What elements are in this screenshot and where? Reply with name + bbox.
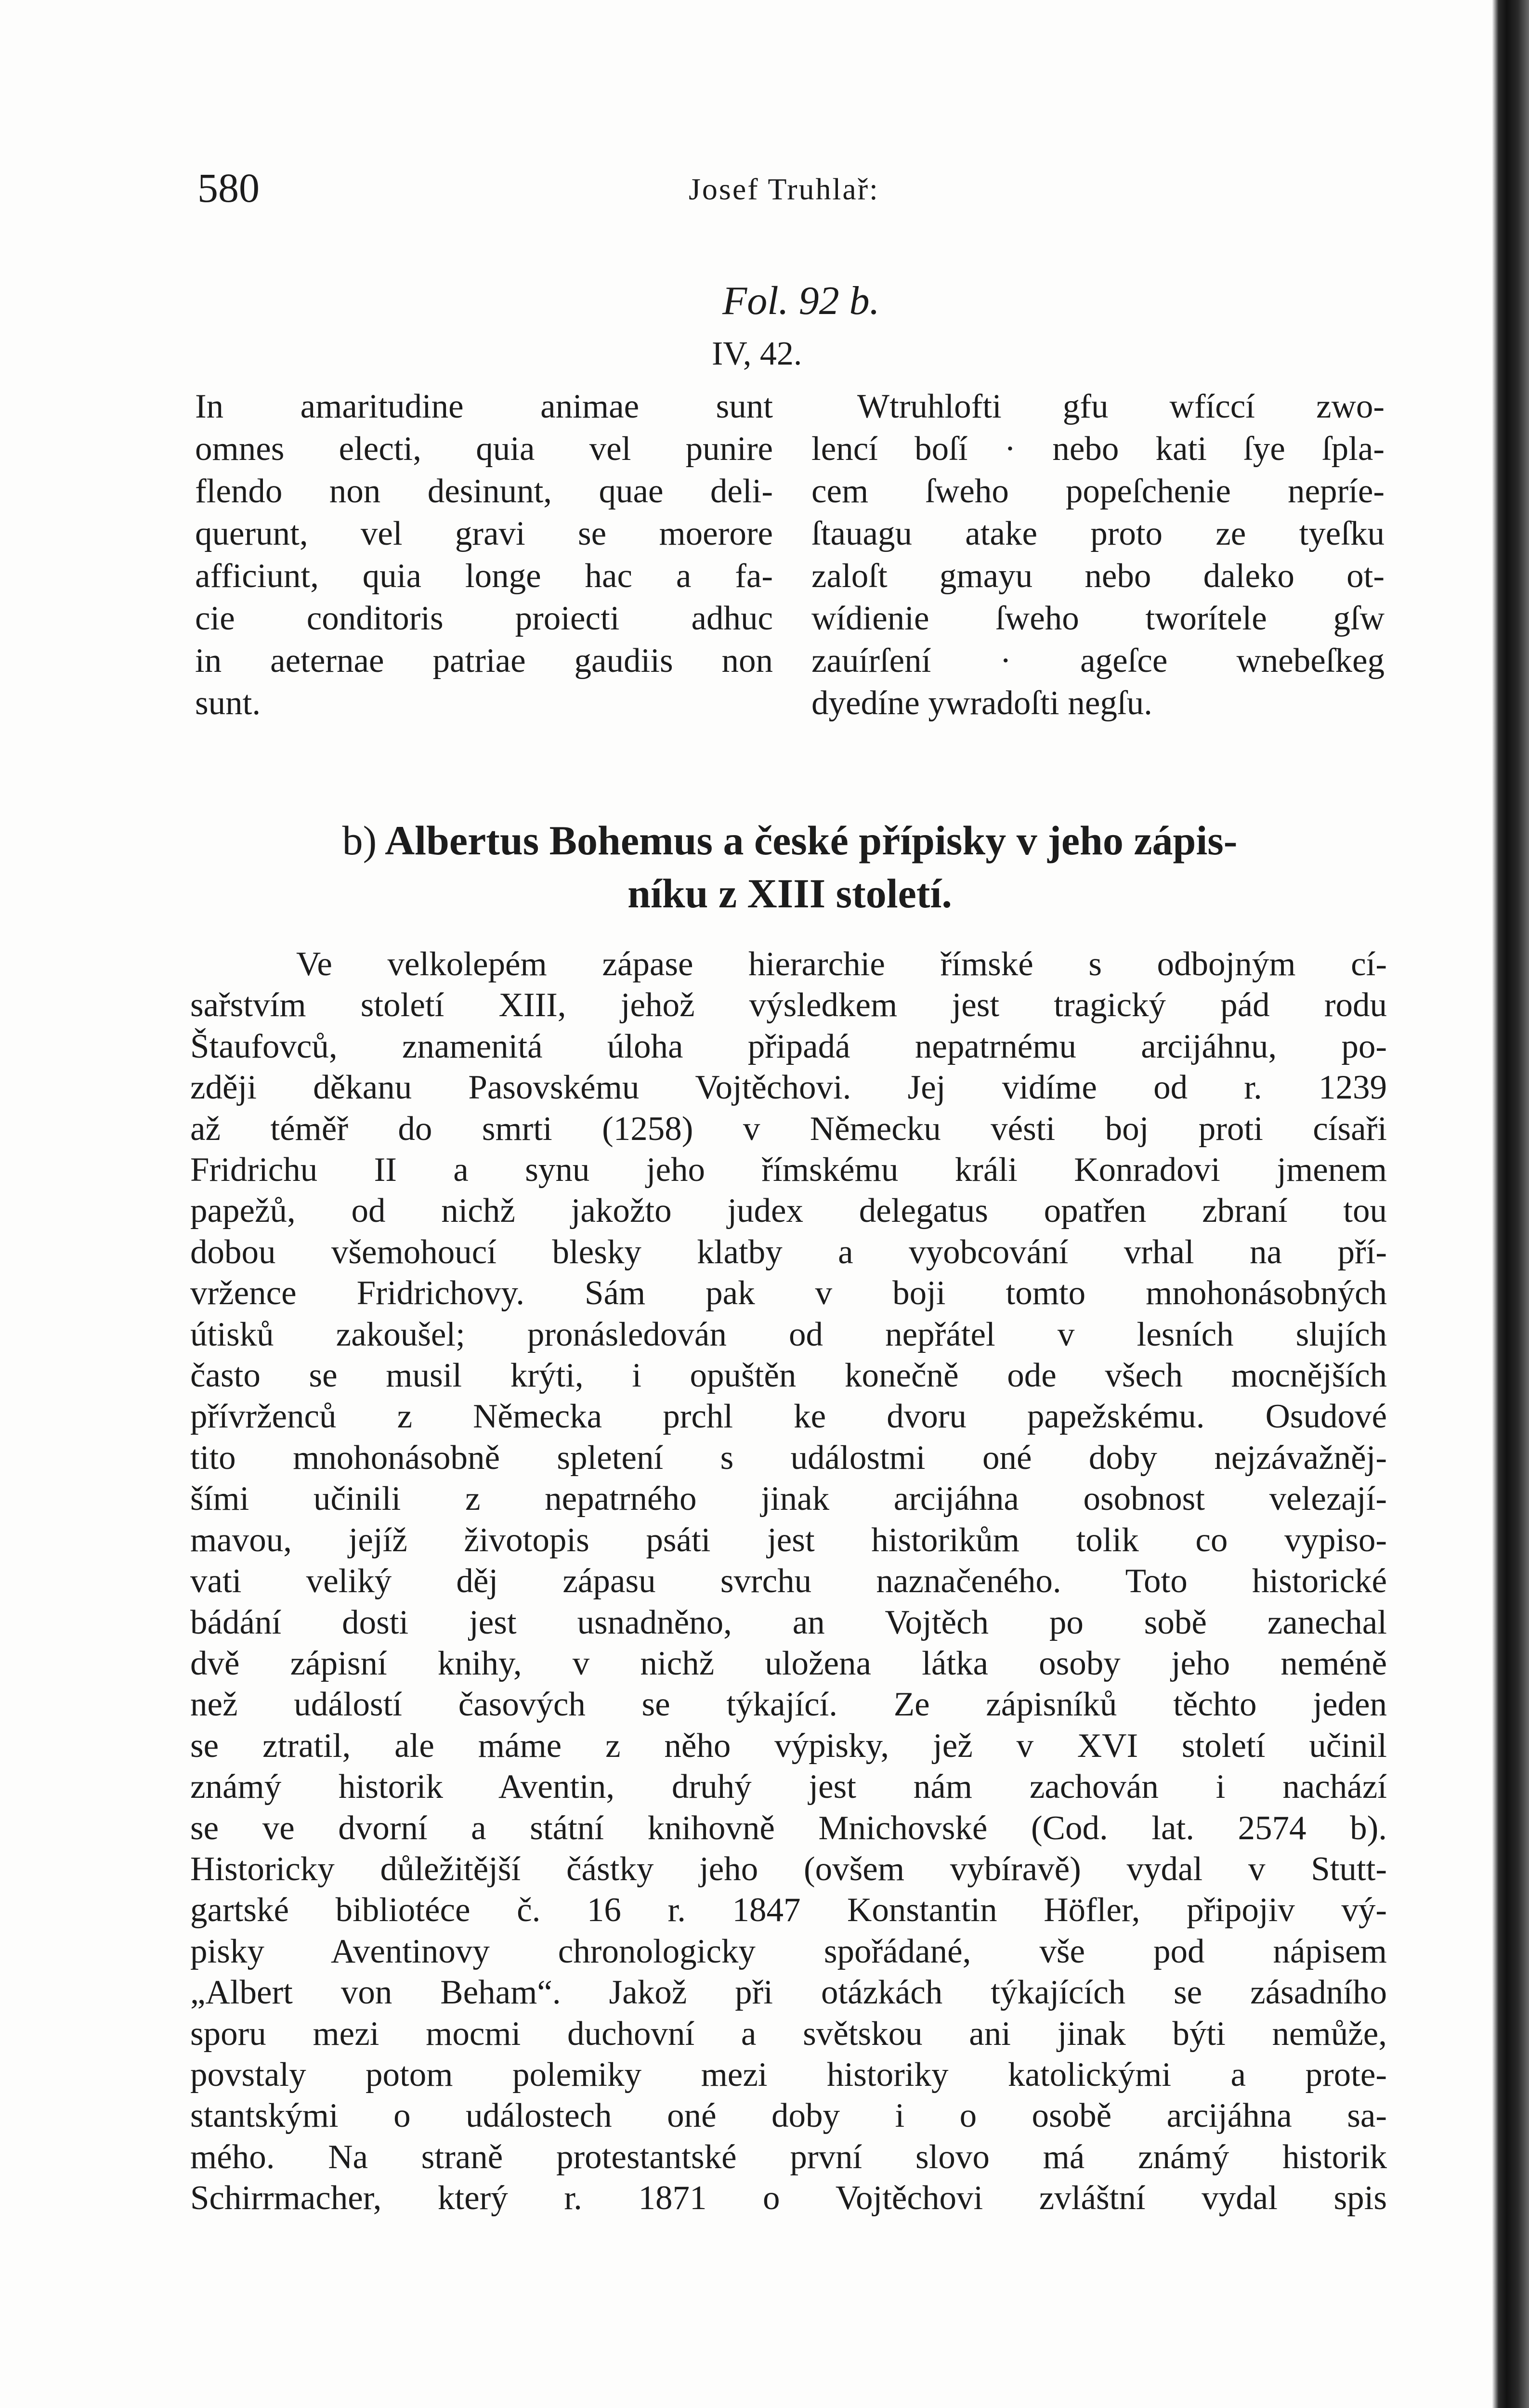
latin-line: in aeternae patriae gaudiis non xyxy=(195,642,773,680)
verse-reference: IV, 42. xyxy=(712,335,802,372)
latin-line: flendo non desinunt, quae deli- xyxy=(195,472,773,510)
body-line: zději děkanu Pasovskému Vojtěchovi. Jej vidíme od r. 1239 xyxy=(190,1069,1387,1107)
body-line: než událostí časových se týkající. Ze zápisníků těchto jeden xyxy=(190,1686,1387,1724)
czech-column xyxy=(811,385,1385,724)
latin-line: In amaritudine animae sunt xyxy=(195,388,773,425)
section-label: b) xyxy=(342,817,377,864)
body-line: sařstvím století XIII, jehož výsledkem jest tragický pád rodu xyxy=(190,986,1387,1024)
section-title-part: Albertus Bohemus a české přípisky v jeho zápis- xyxy=(385,817,1238,864)
latin-line: afficiunt, quia longe hac a fa- xyxy=(195,557,773,595)
page-number: 580 xyxy=(197,165,260,211)
body-line: mavou, jejíž životopis psáti jest historikům tolik co vypiso- xyxy=(190,1521,1387,1559)
czech-line: zaloſt gmayu nebo daleko ot- xyxy=(811,557,1385,595)
body-line: se ztratil, ale máme z něho výpisky, jež v XVI století učinil xyxy=(190,1727,1387,1765)
body-line: sporu mezi mocmi duchovní a světskou ani jinak býti nemůže, xyxy=(190,2015,1387,2053)
running-head xyxy=(197,159,1392,217)
czech-line: wídienie ſweho tworítele gſw xyxy=(811,600,1385,637)
section-heading-line xyxy=(193,814,1387,867)
folio-reference: Fol. 92 b. xyxy=(722,278,880,323)
body-line: až téměř do smrti (1258) v Německu vésti boj proti císaři xyxy=(190,1110,1387,1148)
body-line: dobou všemohoucí blesky klatby a vyobcování vrhal na pří- xyxy=(190,1233,1387,1271)
body-line: se ve dvorní a státní knihovně Mnichovské (Cod. lat. 2574 b). xyxy=(190,1809,1387,1847)
body-line: Schirrmacher, který r. 1871 o Vojtěchovi zvláštní vydal spis xyxy=(190,2179,1387,2217)
latin-column xyxy=(195,385,773,724)
czech-line: zauírſení · ageſce wnebeſkeg xyxy=(811,642,1385,680)
section-heading-line: níku z XIII století. xyxy=(627,870,952,916)
body-line: „Albert von Beham“. Jakož při otázkách týkajících se zásadního xyxy=(190,1974,1387,2012)
body-line: vržence Fridrichovy. Sám pak v boji tomto mnohonásobných xyxy=(190,1274,1387,1312)
section-heading xyxy=(193,814,1387,920)
czech-line: Wtruhlofti gfu wfíccí zwo- xyxy=(857,388,1385,425)
latin-line: cie conditoris proiecti adhuc xyxy=(195,600,773,637)
latin-line: omnes electi, quia vel punire xyxy=(195,430,773,468)
body-line: pisky Aventinovy chronologicky spořádané, vše pod nápisem xyxy=(190,1932,1387,1970)
body-paragraph xyxy=(190,944,1387,2219)
latin-line: sunt. xyxy=(195,684,261,722)
body-line: tito mnohonásobně spletení s událostmi oné doby nejzávažněj- xyxy=(190,1439,1387,1477)
body-line: papežů, od nichž jakožto judex delegatus opatřen zbraní tou xyxy=(190,1192,1387,1230)
body-line: povstaly potom polemiky mezi historiky katolickými a prote- xyxy=(190,2055,1387,2094)
latin-line: querunt, vel gravi se moerore xyxy=(195,515,773,552)
body-line: Historicky důležitější částky jeho (ovšem vybíravě) vydal v Stutt- xyxy=(190,1850,1387,1888)
body-line: vati veliký děj zápasu svrchu naznačeného. Toto historické xyxy=(190,1562,1387,1600)
body-line: šími učinili z nepatrného jinak arcijáhna osobnost velezají- xyxy=(190,1480,1387,1518)
czech-line: cem ſweho popeſchenie nepríe- xyxy=(811,472,1385,510)
body-line: Fridrichu II a synu jeho římskému králi Konradovi jmenem xyxy=(190,1151,1387,1189)
body-line: útisků zakoušel; pronásledován od nepřátel v lesních slujích xyxy=(190,1315,1387,1353)
czech-line: ſtauagu atake proto ze tyeſku xyxy=(811,515,1385,552)
body-line: gartské bibliotéce č. 16 r. 1847 Konstantin Höfler, připojiv vý- xyxy=(190,1891,1387,1929)
body-line: často se musil krýti, i opuštěn konečně ode všech mocnějších xyxy=(190,1357,1387,1395)
body-line: mého. Na straně protestantské první slovo má známý historik xyxy=(190,2138,1387,2176)
body-line: stantskými o událostech oné doby i o osobě arcijáhna sa- xyxy=(190,2097,1387,2135)
czech-line: dyedíne ywradoſti negſu. xyxy=(811,684,1152,722)
body-line: dvě zápisní knihy, v nichž uložena látka osoby jeho neméně xyxy=(190,1644,1387,1682)
body-line: bádání dosti jest usnadněno, an Vojtěch po sobě zanechal xyxy=(190,1603,1387,1641)
running-title: Josef Truhlař: xyxy=(689,172,879,206)
czech-line: lencí boſí · nebo kati ſye ſpla- xyxy=(811,430,1385,468)
body-line: Ve velkolepém zápase hierarchie římské s odbojným cí- xyxy=(296,945,1387,983)
scan-binding-edge xyxy=(1492,0,1529,2408)
body-line: přívrženců z Německa prchl ke dvoru papežskému. Osudové xyxy=(190,1398,1387,1436)
body-line: Štaufovců, znamenitá úloha připadá nepatrnému arcijáhnu, po- xyxy=(190,1027,1387,1065)
body-line: známý historik Aventin, druhý jest nám zachován i nachází xyxy=(190,1768,1387,1806)
